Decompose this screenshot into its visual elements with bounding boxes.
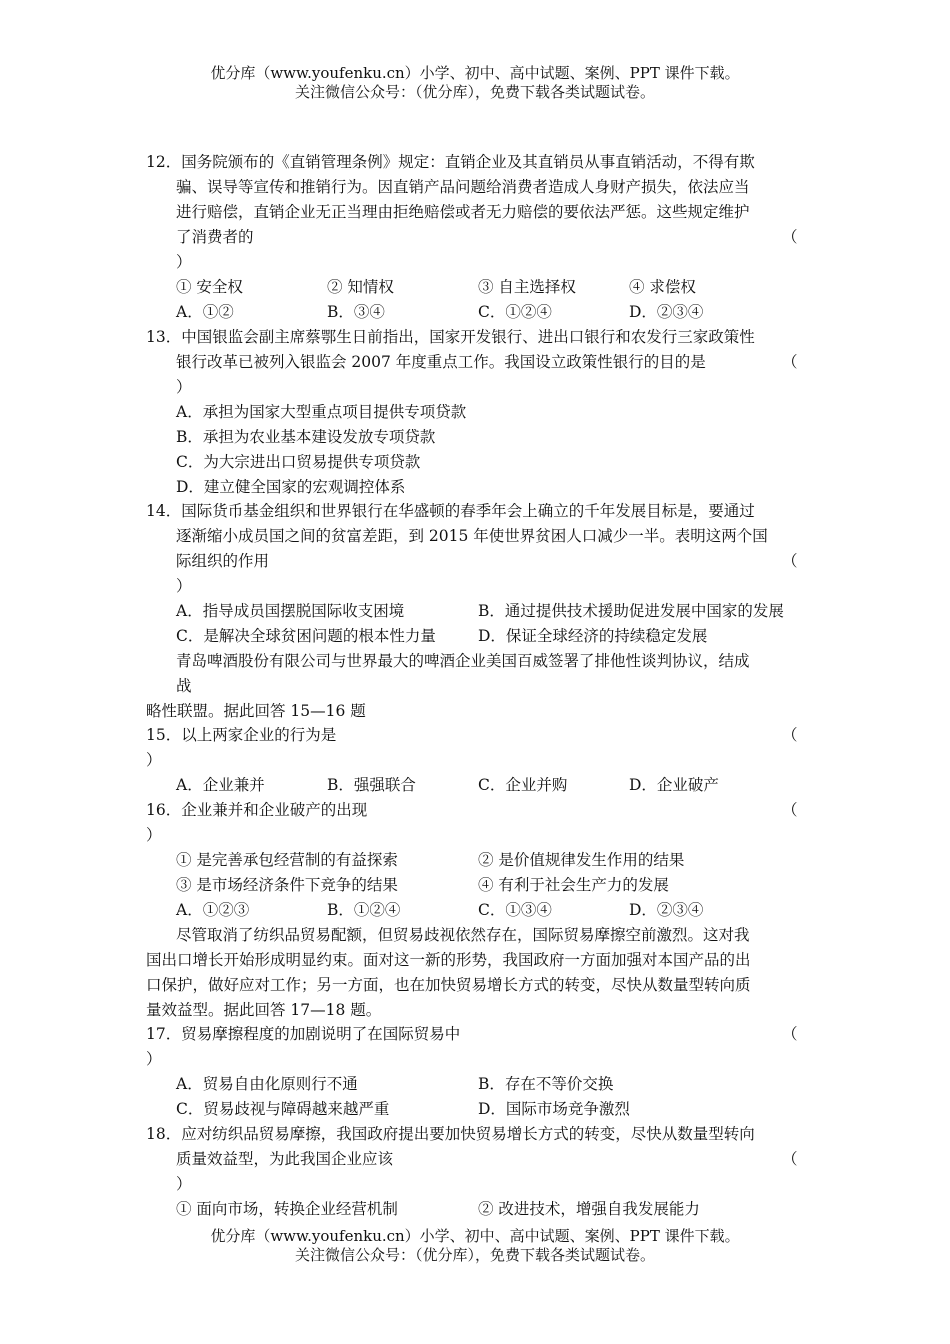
q12-item-1: ① 安全权: [176, 278, 243, 296]
q12-item-4: ④ 求偿权: [629, 278, 696, 296]
q12-option-d: D．②③④: [629, 303, 704, 321]
material1-line-2: 战: [176, 677, 192, 695]
q18-items-row-1: [176, 1199, 816, 1219]
q15-stem: 15．以上两家企业的行为是: [146, 726, 337, 744]
q14-option-d: D．保证全球经济的持续稳定发展: [478, 627, 708, 645]
q17-option-a: A．贸易自由化原则行不通: [176, 1075, 358, 1093]
q16-items-row-2: [176, 875, 816, 895]
material2-line-1: 尽管取消了纺织品贸易配额，但贸易歧视依然存在，国际贸易摩擦空前激烈。这对我: [176, 926, 750, 944]
q18-item-2: ② 改进技术，增强自我发展能力: [478, 1200, 700, 1218]
footer-line-2: 关注微信公众号：（优分库），免费下载各类试题试卷。: [294, 1246, 655, 1264]
q17-options-row-1: [176, 1074, 816, 1094]
q17-answer-paren-open: （: [782, 1025, 798, 1043]
q16-option-b: B．①②④: [327, 901, 401, 919]
q13-option-b: B．承担为农业基本建设发放专项贷款: [176, 428, 436, 446]
q14-option-a: A．指导成员国摆脱国际收支困境: [176, 602, 405, 620]
q15-option-d: D．企业破产: [629, 776, 719, 794]
q12-option-a: A．①②: [176, 303, 234, 321]
q12-line-1: 12．国务院颁布的《直销管理条例》规定：直销企业及其直销员从事直销活动，不得有欺: [146, 153, 755, 171]
q14-option-c: C．是解决全球贫困问题的根本性力量: [176, 627, 436, 645]
q15-option-c: C．企业并购: [478, 776, 568, 794]
q12-option-c: C．①②④: [478, 303, 552, 321]
q12-line-4: 了消费者的: [176, 228, 254, 246]
q14-line-2: 逐渐缩小成员国之间的贫富差距，到 2015 年使世界贫困人口减少一半。表明这两个国: [176, 527, 768, 545]
q18-answer-paren-open: （: [782, 1150, 798, 1168]
q13-option-c: C．为大宗进出口贸易提供专项贷款: [176, 453, 421, 471]
q14-line-1: 14．国际货币基金组织和世界银行在华盛顿的春季年会上确立的千年发展目标是，要通过: [146, 502, 755, 520]
q15-answer-paren-close: ）: [146, 751, 162, 769]
q14-answer-paren-close: ）: [176, 577, 192, 595]
page-footer: [0, 1227, 950, 1265]
material1-line-3: 略性联盟。据此回答 15—16 题: [146, 702, 366, 720]
q13-line-1: 13．中国银监会副主席蔡鄂生日前指出，国家开发银行、进出口银行和农发行三家政策性: [146, 328, 755, 346]
q18-answer-paren-close: ）: [176, 1175, 192, 1193]
q12-option-b: B．③④: [327, 303, 385, 321]
q16-option-d: D．②③④: [629, 901, 704, 919]
q16-option-c: C．①③④: [478, 901, 552, 919]
q12-options: [176, 302, 776, 322]
q18-item-1: ① 面向市场，转换企业经营机制: [176, 1200, 398, 1218]
q15-options: [176, 775, 776, 795]
q13-line-2: 银行改革已被列入银监会 2007 年度重点工作。我国设立政策性银行的目的是: [176, 353, 706, 371]
q16-option-a: A．①②③: [176, 901, 250, 919]
q16-answer-paren-open: （: [782, 801, 798, 819]
q17-option-b: B．存在不等价交换: [478, 1075, 614, 1093]
q16-stem: 16．企业兼并和企业破产的出现: [146, 801, 368, 819]
q15-option-a: A．企业兼并: [176, 776, 265, 794]
q17-options-row-2: [176, 1099, 816, 1119]
q18-line-1: 18．应对纺织品贸易摩擦，我国政府提出要加快贸易增长方式的转变，尽快从数量型转向: [146, 1125, 755, 1143]
q12-items: [176, 277, 776, 297]
material2-line-2: 国出口增长开始形成明显约束。面对这一新的形势，我国政府一方面加强对本国产品的出: [146, 951, 751, 969]
q12-answer-paren-close: ）: [176, 253, 192, 271]
material2-line-4: 量效益型。据此回答 17—18 题。: [146, 1001, 382, 1019]
q16-answer-paren-close: ）: [146, 826, 162, 844]
q16-item-4: ④ 有利于社会生产力的发展: [478, 876, 669, 894]
q14-options-row-2: [176, 626, 816, 646]
q12-line-3: 进行赔偿，直销企业无正当理由拒绝赔偿或者无力赔偿的要依法严惩。这些规定维护: [176, 203, 750, 221]
q17-answer-paren-close: ）: [146, 1050, 162, 1068]
q16-item-2: ② 是价值规律发生作用的结果: [478, 851, 685, 869]
q14-option-b: B．通过提供技术援助促进发展中国家的发展: [478, 602, 784, 620]
material1-line-1: 青岛啤酒股份有限公司与世界最大的啤酒企业美国百威签署了排他性谈判协议，结成: [176, 652, 750, 670]
q18-line-2: 质量效益型，为此我国企业应该: [176, 1150, 394, 1168]
q16-item-3: ③ 是市场经济条件下竞争的结果: [176, 876, 398, 894]
q16-options: [176, 900, 776, 920]
q17-stem: 17．贸易摩擦程度的加剧说明了在国际贸易中: [146, 1025, 461, 1043]
q14-options-row-1: [176, 601, 816, 621]
q15-answer-paren-open: （: [782, 726, 798, 744]
page-header: [0, 64, 950, 102]
q12-item-3: ③ 自主选择权: [478, 278, 576, 296]
q12-line-2: 骗、误导等宣传和推销行为。因直销产品问题给消费者造成人身财产损失，依法应当: [176, 178, 750, 196]
q13-option-a: A．承担为国家大型重点项目提供专项贷款: [176, 403, 467, 421]
q15-option-b: B．强强联合: [327, 776, 416, 794]
q16-items-row-1: [176, 850, 816, 870]
q14-line-3: 际组织的作用: [176, 552, 270, 570]
material2-line-3: 口保护，做好应对工作；另一方面，也在加快贸易增长方式的转变，尽快从数量型转向质: [146, 976, 751, 994]
q13-answer-paren-open: （: [782, 353, 798, 371]
q17-option-d: D．国际市场竞争激烈: [478, 1100, 630, 1118]
q12-answer-paren-open: （: [782, 228, 798, 246]
q13-answer-paren-close: ）: [176, 378, 192, 396]
q17-option-c: C．贸易歧视与障碍越来越严重: [176, 1100, 390, 1118]
q16-item-1: ① 是完善承包经营制的有益探索: [176, 851, 398, 869]
header-line-2: 关注微信公众号：（优分库），免费下载各类试题试卷。: [294, 83, 655, 101]
footer-line-1: 优分库（www.youfenku.cn）小学、初中、高中试题、案例、PPT 课件下载。: [210, 1227, 740, 1245]
header-line-1: 优分库（www.youfenku.cn）小学、初中、高中试题、案例、PPT 课件下载。: [210, 64, 740, 82]
q12-item-2: ② 知情权: [327, 278, 394, 296]
q14-answer-paren-open: （: [782, 552, 798, 570]
q13-option-d: D．建立健全国家的宏观调控体系: [176, 478, 406, 496]
